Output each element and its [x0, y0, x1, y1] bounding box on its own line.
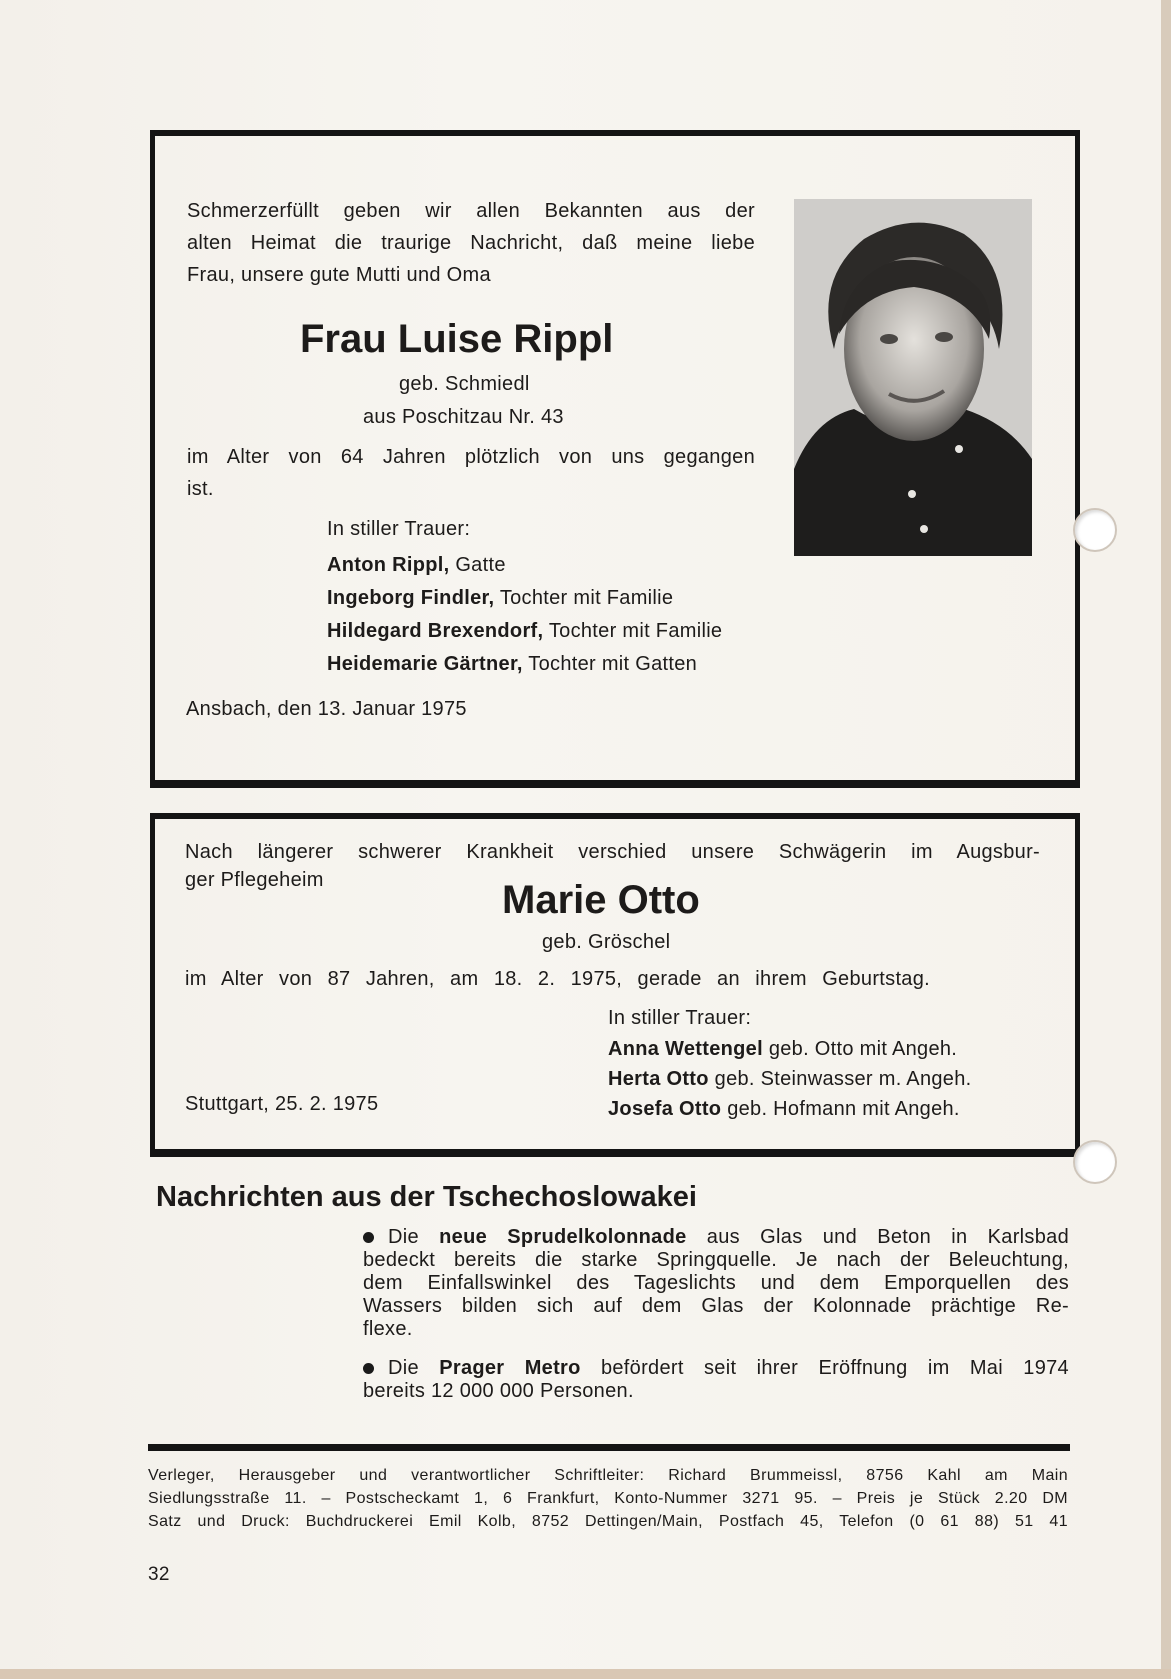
- news-text: aus Glas und Beton in Karlsbad: [686, 1226, 1069, 1248]
- notice1-age-line2: ist.: [187, 478, 214, 500]
- bullet-icon: [363, 1232, 374, 1243]
- page-number: 32: [148, 1564, 170, 1585]
- mourner-name: Anton Rippl,: [327, 554, 450, 576]
- news-text: Die: [388, 1357, 440, 1379]
- mourner-row: [608, 1097, 960, 1121]
- mourner-relation: Tochter mit Familie: [548, 620, 723, 642]
- news-item-1-line4: Wassers bilden sich auf dem Glas der Kolonnade prächtige Re-: [363, 1295, 1069, 1317]
- mourner-row: [327, 619, 722, 643]
- birth-name-otto: geb. Gröschel: [542, 931, 671, 953]
- punch-hole-icon: [1073, 508, 1117, 552]
- news-item-1-line1: [363, 1225, 1069, 1249]
- notice1-intro-line1: Schmerzerfüllt geben wir allen Bekannten aus der: [187, 200, 755, 222]
- news-heading: Nachrichten aus der Tschechoslowakei: [156, 1181, 697, 1213]
- notice2-place-date: Stuttgart, 25. 2. 1975: [185, 1093, 379, 1115]
- mourner-relation: geb. Steinwasser m. Angeh.: [714, 1068, 972, 1090]
- mourner-row: [608, 1067, 972, 1091]
- mourner-name: Ingeborg Findler,: [327, 587, 495, 609]
- mourner-relation: geb. Otto mit Angeh.: [768, 1038, 958, 1060]
- mourner-row: [327, 553, 506, 577]
- birth-name-rippl: geb. Schmiedl: [399, 373, 530, 395]
- footer-line2: Siedlungsstraße 11. – Postscheckamt 1, 6 Frankfurt, Konto-Nummer 3271 95. – Preis je Stück 2.20 DM: [148, 1490, 1068, 1507]
- mourner-name: Heidemarie Gärtner,: [327, 653, 523, 675]
- mourner-relation: Tochter mit Familie: [499, 587, 674, 609]
- portrait-photo: [794, 199, 1032, 556]
- notice1-mourners-heading: In stiller Trauer:: [327, 518, 471, 540]
- notice2-intro-line2: ger Pflegeheim: [185, 869, 324, 891]
- mourner-name: Herta Otto: [608, 1068, 709, 1090]
- news-text: befördert seit ihrer Eröffnung im Mai 1974: [580, 1357, 1069, 1379]
- mourner-row: [327, 652, 697, 676]
- notice2-mourners-heading: In stiller Trauer:: [608, 1007, 752, 1029]
- page-edge-bottom: [0, 1669, 1171, 1679]
- news-bold: neue Sprudelkolonnade: [439, 1226, 687, 1248]
- deceased-name-otto: Marie Otto: [502, 878, 700, 922]
- news-item-2-line2: bereits 12 000 000 Personen.: [363, 1380, 634, 1402]
- mourner-relation: Gatte: [455, 554, 506, 576]
- deceased-name-rippl: Frau Luise Rippl: [300, 317, 614, 361]
- punch-hole-icon: [1073, 1140, 1117, 1184]
- portrait-photo-icon: [794, 199, 1032, 556]
- mourner-row: [327, 586, 673, 610]
- news-item-1-line2: bedeckt bereits die starke Springquelle. Je nach der Beleuchtung,: [363, 1249, 1069, 1271]
- news-item-2-line1: [363, 1356, 1069, 1380]
- news-item-1-line5: flexe.: [363, 1318, 413, 1340]
- mourner-name: Hildegard Brexendorf,: [327, 620, 544, 642]
- origin-rippl: aus Poschitzau Nr. 43: [363, 406, 564, 428]
- notice2-age-line: im Alter von 87 Jahren, am 18. 2. 1975, gerade an ihrem Geburtstag.: [185, 968, 930, 990]
- news-bold: Prager Metro: [439, 1357, 581, 1379]
- bullet-icon: [363, 1363, 374, 1374]
- page-edge: [1161, 0, 1171, 1679]
- mourner-row: [608, 1037, 957, 1061]
- footer-rule: [148, 1444, 1070, 1451]
- mourner-name: Anna Wettengel: [608, 1038, 763, 1060]
- notice2-intro-line1: Nach längerer schwerer Krankheit verschied unsere Schwägerin im Augsbur-: [185, 841, 1040, 863]
- mourner-name: Josefa Otto: [608, 1098, 722, 1120]
- notice1-intro-line3: Frau, unsere gute Mutti und Oma: [187, 264, 491, 286]
- news-item-1-line3: dem Einfallswinkel des Tageslichts und dem Emporquellen des: [363, 1272, 1069, 1294]
- mourner-relation: Tochter mit Gatten: [528, 653, 698, 675]
- notice1-intro-line2: alten Heimat die traurige Nachricht, daß meine liebe: [187, 232, 755, 254]
- notice1-age-line: im Alter von 64 Jahren plötzlich von uns gegangen: [187, 446, 755, 468]
- footer-line3: Satz und Druck: Buchdruckerei Emil Kolb, 8752 Dettingen/Main, Postfach 45, Telefon (0 61 88) 51 41: [148, 1513, 1068, 1530]
- notice1-place-date: Ansbach, den 13. Januar 1975: [186, 698, 467, 720]
- mourner-relation: geb. Hofmann mit Angeh.: [727, 1098, 960, 1120]
- news-text: Die: [388, 1226, 440, 1248]
- footer-line1: Verleger, Herausgeber und verantwortlicher Schriftleiter: Richard Brummeissl, 8756 Kahl am Main: [148, 1467, 1068, 1484]
